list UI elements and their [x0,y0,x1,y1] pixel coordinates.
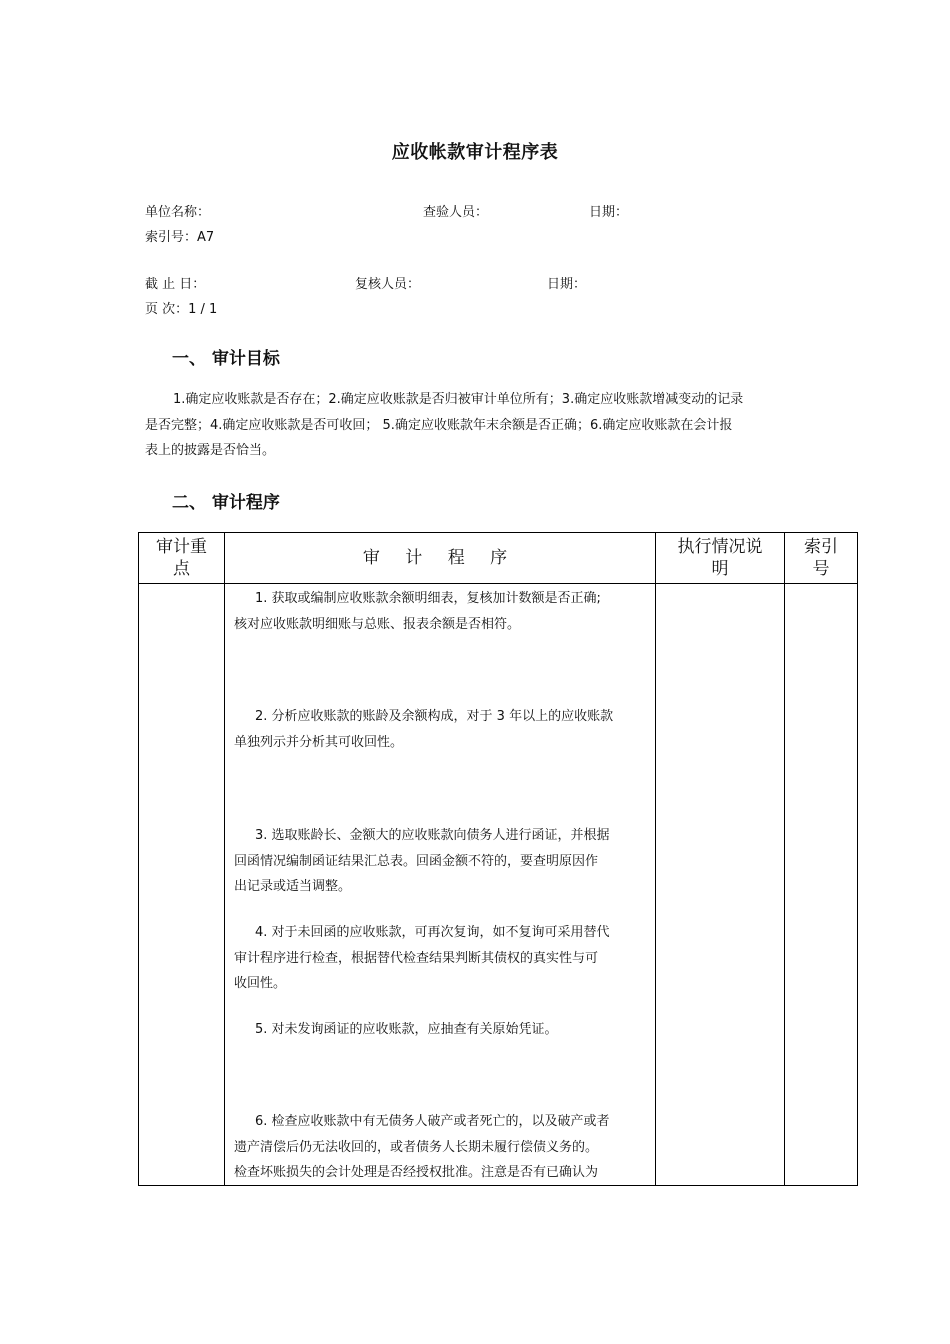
index-number-label: 索引号：A7 [145,230,215,245]
procedure-step-3: 3. 选取账龄长、金额大的应收账款向债务人进行函证，并根据 回函情况编制函证结果汇总表。回函金额不符的，要查明原因作 出记录或适当调整。 [234,828,610,894]
page-number-label: 页 次：1 / 1 [145,302,218,317]
procedure-step-4: 4. 对于未回函的应收账款，可再次复询，如不复询可采用替代 审计程序进行检查，根据替代检查结果判断其债权的真实性与可 收回性。 [234,925,610,991]
objectives-line: 是否完整；4.确定应收账款是否可收回； 5.确定应收账款年末余额是否正确；6.确定应收账款在会计报 [145,417,733,433]
objectives-line: 表上的披露是否恰当。 [145,443,276,458]
reviewer-label: 复核人员： [355,277,421,292]
objectives-line: 1.确定应收账款是否存在；2.确定应收账款是否归被审计单位所有；3.确定应收账款增减变动的记录 [173,392,744,407]
objectives-paragraph [145,387,810,464]
inspector-label: 查验人员： [423,205,489,220]
procedure-step-5: 5. 对未发询函证的应收账款，应抽查有关原始凭证。 [255,1022,558,1037]
document-title: 应收帐款审计程序表 [391,142,559,163]
table-header-row [139,533,858,584]
audit-procedure-table [138,532,858,1186]
cutoff-date-label: 截 止 日： [145,277,206,292]
date-label-2: 日期： [547,277,587,292]
procedure-step-2: 2. 分析应收账款的账龄及余额构成，对于 3 年以上的应收账款 单独列示并分析其可收回性。 [234,709,614,750]
unit-name-label: 单位名称： [145,205,211,220]
header-execution-notes: 执行情况说 明 [656,533,785,584]
header-audit-procedure: 审 计 程 序 [225,533,656,584]
date-label-1: 日期： [589,205,629,220]
index-number-cell [785,584,858,1186]
audit-focus-cell [139,584,225,1186]
procedure-step-1: 1. 获取或编制应收账款余额明细表，复核加计数额是否正确; 核对应收账款明细账与总账、报表余额是否相符。 [234,591,601,632]
table-row [139,584,858,1186]
procedure-cell [225,584,656,1186]
execution-notes-cell [656,584,785,1186]
header-audit-focus: 审计重 点 [139,533,225,584]
section-heading-objectives: 一、 审计目标 [172,349,280,369]
section-heading-procedures: 二、 审计程序 [172,493,280,513]
header-index-number: 索引 号 [785,533,858,584]
procedure-step-6: 6. 检查应收账款中有无债务人破产或者死亡的，以及破产或者 遗产清偿后仍无法收回的，或者债务人长期未履行偿债义务的。 检查坏账损失的会计处理是否经授权批准。注意是否有已确认为 [234,1114,610,1180]
